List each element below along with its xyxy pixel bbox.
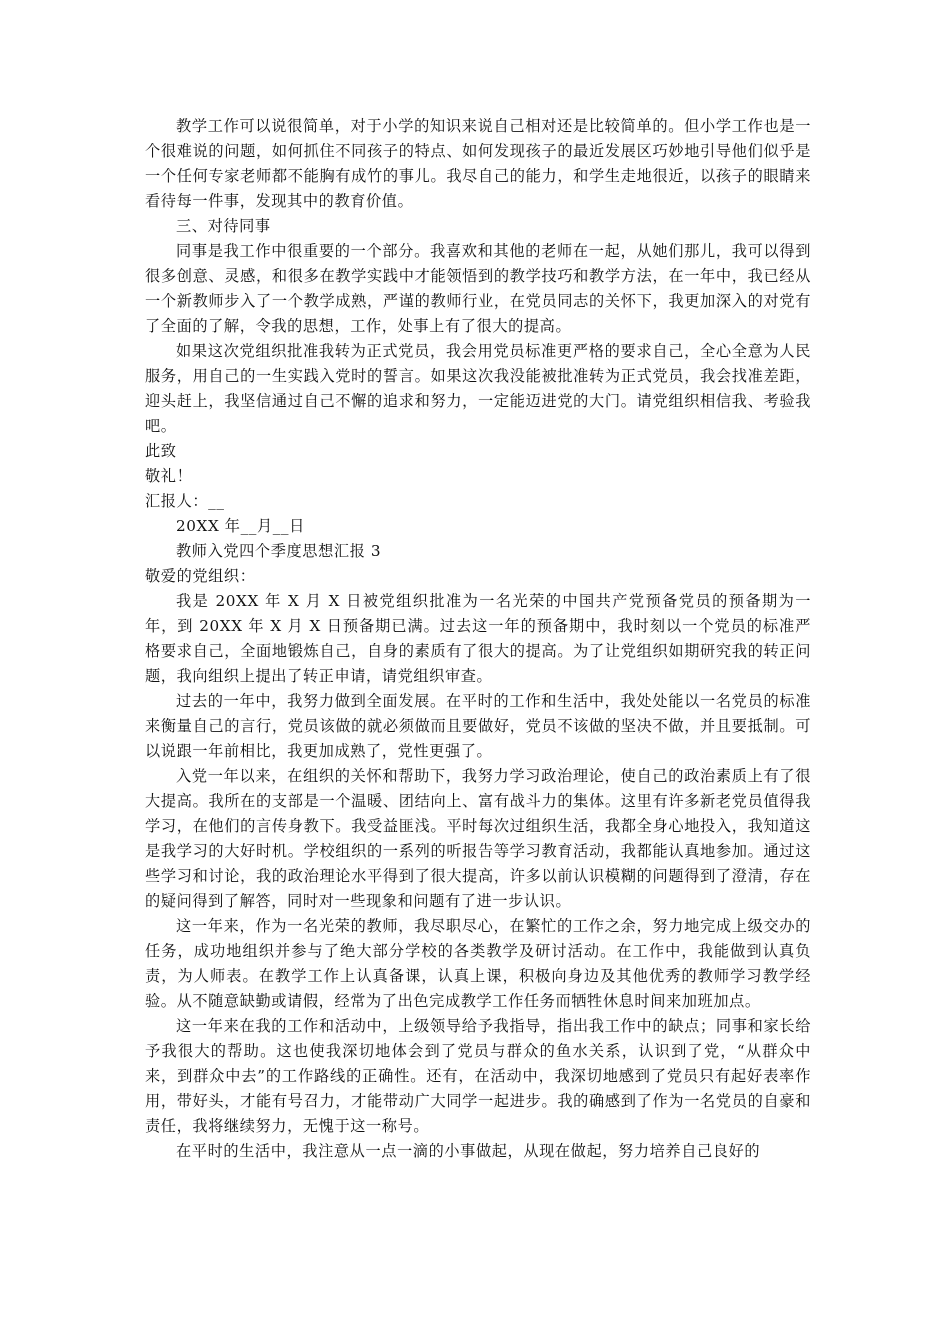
- paragraph-colleagues: 同事是我工作中很重要的一个部分。我喜欢和其他的老师在一起，从她们那儿，我可以得到很多创意、灵感，和很多在教学实践中才能领悟到的教学技巧和教学方法，在一年中，我已经从一个新教师步入了一个教学成熟，严谨的教师行业，在党员同志的关怀下，我更加深入的对党有了全面的了解，令我的思想，工作，处事上有了很大的提高。: [145, 242, 811, 335]
- salutation: 敬爱的党组织：: [145, 567, 256, 585]
- paragraph-daily-life: 在平时的生活中，我注意从一点一滴的小事做起，从现在做起，努力培养自己良好的: [176, 1142, 761, 1160]
- paragraph-teaching-work: 教学工作可以说很简单，对于小学的知识来说自己相对还是比较简单的。但小学工作也是一个很难说的问题，如何抓住不同孩子的特点、如何发现孩子的最近发展区巧妙地引导他们似乎是一个任何专家老师都不能胸有成竹的事儿。我尽自己的能力，和学生走地很近，以孩子的眼睛来看待每一件事，发现其中的教育价值。: [145, 117, 811, 210]
- paragraph-theory-study: 入党一年以来，在组织的关怀和帮助下，我努力学习政治理论，使自己的政治素质上有了很大提高。我所在的支部是一个温暖、团结向上、富有战斗力的集体。这里有许多新老党员值得我学习，在他们的言传身教下。我受益匪浅。平时每次过组织生活，我都全身心地投入，我知道这是我学习的大好时机。学校组织的一系列的听报告等学习教育活动，我都能认真地参加。通过这些学习和讨论，我的政治理论水平得到了很大提高，许多以前认识模糊的问题得到了澄清，存在的疑问得到了解答，同时对一些现象和问题有了进一步认识。: [145, 767, 811, 910]
- paragraph-probation: 我是 20XX 年 X 月 X 日被党组织批准为一名光荣的中国共产党预备党员的预备期为一年，到 20XX 年 X 月 X 日预备期已满。过去这一年的预备期中，我时刻以一个党员的标准严格要求自己，全面地锻炼自己，自身的素质有了很大的提高。为了让党组织如期研究我的转正问题，我向组织上提出了转正申请，请党组织审查。: [145, 592, 811, 685]
- paragraph-guidance: 这一年来在我的工作和活动中，上级领导给予我指导，指出我工作中的缺点；同事和家长给予我很大的帮助。这也使我深切地体会到了党员与群众的鱼水关系，认识到了党，“从群众中来，到群众中去”的工作路线的正确性。还有，在活动中，我深切地感到了党员只有起好表率作用，带好头，才能有号召力，才能带动广大同学一起进步。我的确感到了作为一名党员的自豪和责任，我将继续努力，无愧于这一称号。: [145, 1017, 811, 1135]
- paragraph-commitment: 如果这次党组织批准我转为正式党员，我会用党员标准更严格的要求自己，全心全意为人民服务，用自己的一生实践入党时的誓言。如果这次我没能被批准转为正式党员，我会找准差距，迎头赶上，我坚信通过自己不懈的追求和努力，一定能迈进党的大门。请党组织相信我、考验我吧。: [145, 342, 811, 435]
- reporter-line: 汇报人：__: [145, 492, 225, 510]
- paragraph-development: 过去的一年中，我努力做到全面发展。在平时的工作和生活中，我处处能以一名党员的标准来衡量自己的言行，党员该做的就必须做而且要做好，党员不该做的坚决不做，并且要抵制。可以说跟一年前相比，我更加成熟了，党性更强了。: [145, 692, 811, 760]
- paragraph-teaching-duties: 这一年来，作为一名光荣的教师，我尽职尽心，在繁忙的工作之余，努力地完成上级交办的任务，成功地组织并参与了绝大部分学校的各类教学及研讨活动。在工作中，我能做到认真负责，为人师表。在教学工作上认真备课，认真上课，积极向身边及其他优秀的教师学习教学经验。从不随意缺勤或请假，经常为了出色完成教学工作任务而牺牲休息时间来加班加点。: [145, 917, 811, 1010]
- closing-cizhi: 此致: [145, 442, 177, 460]
- section-heading-colleagues: 三、对待同事: [176, 217, 271, 235]
- report-title: 教师入党四个季度思想汇报 3: [176, 542, 382, 560]
- closing-jingli: 敬礼！: [145, 467, 193, 485]
- date-line: 20XX 年__月__日: [176, 517, 305, 535]
- document-body: [145, 114, 811, 1164]
